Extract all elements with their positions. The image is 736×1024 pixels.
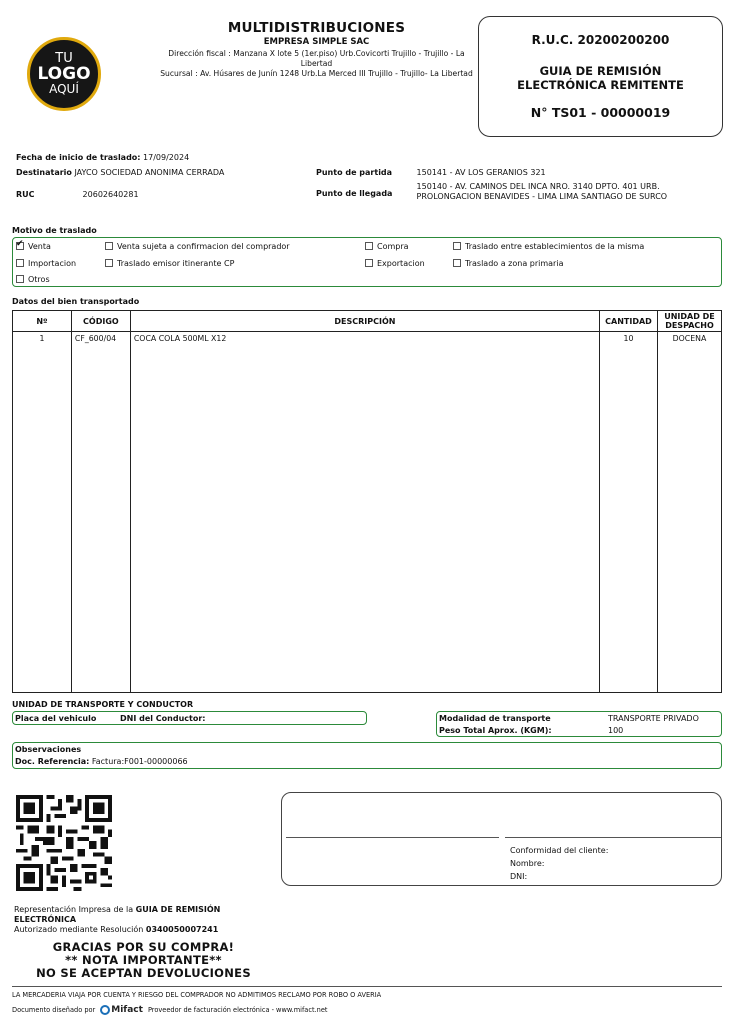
table-filler-row xyxy=(13,345,722,693)
document-title-1: GUIA DE REMISIÓN xyxy=(539,64,662,78)
recipient-name: JAYCO SOCIEDAD ANONIMA CERRADA xyxy=(74,168,225,177)
recipient-ruc-row xyxy=(16,189,139,200)
option-traslado-establecimientos[interactable] xyxy=(453,242,644,251)
document-title-2: ELECTRÓNICA REMITENTE xyxy=(517,78,684,92)
origin-row xyxy=(316,167,546,178)
observations-title: Observaciones xyxy=(15,745,82,754)
recipient-ruc: 20602640281 xyxy=(82,190,139,199)
company-logo xyxy=(27,37,101,111)
legal-text xyxy=(14,905,220,935)
option-label: Traslado a zona primaria xyxy=(465,259,564,268)
fiscal-address: Dirección fiscal : Manzana X lote 5 (1er.piso) Urb.Covicorti Trujillo - Trujillo - La Libertad xyxy=(168,49,465,68)
ruc-box xyxy=(478,16,723,137)
signature-box xyxy=(281,792,722,886)
signature-line-2 xyxy=(505,837,721,838)
origin-address: 150141 - AV LOS GERANIOS 321 xyxy=(416,168,546,177)
option-label: Venta xyxy=(28,242,51,251)
checkbox[interactable] xyxy=(105,242,113,250)
option-venta[interactable] xyxy=(16,242,51,251)
conformity-label: Conformidad del cliente: xyxy=(510,846,609,855)
option-venta-sujeta[interactable] xyxy=(105,242,290,251)
legal-line-1 xyxy=(14,905,220,915)
motive-title: Motivo de traslado xyxy=(12,226,97,235)
signer-name-label: Nombre: xyxy=(510,859,545,868)
filler-cell xyxy=(130,345,599,693)
destination-row xyxy=(316,182,667,202)
table-row xyxy=(13,332,722,346)
option-label: Exportacion xyxy=(377,259,425,268)
option-traslado-itinerante[interactable] xyxy=(105,259,234,268)
note-line: ** NOTA IMPORTANTE** xyxy=(65,953,222,967)
option-zona-primaria[interactable] xyxy=(453,259,563,268)
option-exportacion[interactable] xyxy=(365,259,425,268)
col-number: Nº xyxy=(13,311,72,332)
filler-cell xyxy=(13,345,72,693)
destination-line-1: 150140 - AV. CAMINOS DEL INCA NRO. 3140 DPTO. 401 URB. xyxy=(416,182,660,191)
weight-label: Peso Total Aprox. (KGM): xyxy=(439,726,552,735)
option-importacion[interactable] xyxy=(16,259,76,268)
col-quantity: CANTIDAD xyxy=(600,311,658,332)
signer-dni-label: DNI: xyxy=(510,872,528,881)
checkbox[interactable] xyxy=(16,275,24,283)
option-label: Traslado emisor itinerante CP xyxy=(117,259,235,268)
thanks-block xyxy=(16,941,271,980)
no-returns-line: NO SE ACEPTAN DEVOLUCIONES xyxy=(36,966,251,980)
col-description: DESCRIPCIÓN xyxy=(130,311,599,332)
observations-box xyxy=(12,742,722,769)
option-label: Compra xyxy=(377,242,409,251)
goods-title: Datos del bien transportado xyxy=(12,297,140,306)
col-unit-line-2: DESPACHO xyxy=(665,321,714,330)
reference-row xyxy=(15,756,188,767)
mifact-brand: Mifact xyxy=(111,1005,143,1015)
checkbox[interactable] xyxy=(453,242,461,250)
transfer-date-label: Fecha de inicio de traslado: xyxy=(16,153,141,162)
logo-line-2: LOGO xyxy=(37,63,91,84)
mifact-icon xyxy=(100,1005,110,1015)
legal-line-3a: Autorizado mediante Resolución xyxy=(14,925,146,934)
col-unit-line-1: UNIDAD DE xyxy=(664,312,715,321)
reference-value: Factura:F001-00000066 xyxy=(91,757,188,766)
option-otros[interactable] xyxy=(16,275,50,284)
footer-credits xyxy=(12,1005,327,1015)
legal-line-1a: Representación Impresa de la xyxy=(14,905,136,914)
option-label: Importacion xyxy=(28,259,77,268)
company-type: EMPRESA SIMPLE SAC xyxy=(263,37,370,47)
logo-line-1: TU xyxy=(55,50,73,66)
checkbox[interactable] xyxy=(453,259,461,267)
option-label: Otros xyxy=(28,275,50,284)
mode-value: TRANSPORTE PRIVADO xyxy=(608,714,699,723)
resolution-number: 0340050007241 xyxy=(145,925,219,934)
provider-text: Proveedor de facturación electrónica - www.mifact.net xyxy=(147,1006,328,1014)
ruc-label: RUC xyxy=(16,190,35,199)
checkbox[interactable] xyxy=(365,259,373,267)
option-label: Venta sujeta a confirmacion del comprador xyxy=(117,242,290,251)
cell-number: 1 xyxy=(13,332,72,346)
filler-cell xyxy=(71,345,130,693)
mode-label: Modalidad de transporte xyxy=(439,714,551,723)
cell-unit: DOCENA xyxy=(657,332,721,346)
goods-table xyxy=(12,310,722,693)
transport-mode-box xyxy=(436,711,722,737)
footer-disclaimer: LA MERCADERIA VIAJA POR CUENTA Y RIESGO DEL COMPRADOR NO ADMITIMOS RECLAMO POR ROBO O AVERIA xyxy=(12,991,382,999)
designed-by: Documento diseñado por xyxy=(12,1006,96,1014)
checkbox[interactable] xyxy=(365,242,373,250)
recipient-label: Destinatario xyxy=(16,168,72,177)
logo-line-3: AQUÍ xyxy=(49,82,79,97)
branch-address: Sucursal : Av. Húsares de Junín 1248 Urb.La Merced III Trujillo - Trujillo- La Libertad xyxy=(160,69,473,78)
option-compra[interactable] xyxy=(365,242,409,251)
legal-line-2: ELECTRÓNICA xyxy=(14,915,77,924)
footer-divider xyxy=(12,986,722,987)
option-label: Traslado entre establecimientos de la misma xyxy=(465,242,645,251)
mifact-logo xyxy=(100,1005,143,1015)
destination-address xyxy=(417,182,668,202)
company-header xyxy=(150,20,483,79)
table-header xyxy=(13,311,722,332)
cell-code: CF_600/04 xyxy=(71,332,130,346)
transfer-date: 17/09/2024 xyxy=(143,153,190,162)
weight-value: 100 xyxy=(608,726,624,735)
recipient-row xyxy=(16,167,224,178)
legal-line-3 xyxy=(14,925,220,935)
destination-line-2: PROLONGACION BENAVIDES - LIMA LIMA SANTIAGO DE SURCO xyxy=(416,192,668,201)
driver-label: DNI del Conductor: xyxy=(120,714,206,723)
company-name: MULTIDISTRIBUCIONES xyxy=(227,20,406,36)
origin-label: Punto de partida xyxy=(316,168,393,177)
document-number: N° TS01 - 00000019 xyxy=(530,105,671,120)
thanks-line: GRACIAS POR SU COMPRA! xyxy=(52,940,235,954)
checkbox[interactable] xyxy=(16,259,24,267)
col-unit xyxy=(657,311,721,332)
transport-title: UNIDAD DE TRANSPORTE Y CONDUCTOR xyxy=(12,700,194,709)
cell-quantity: 10 xyxy=(600,332,658,346)
transfer-date-row xyxy=(16,152,189,163)
reference-label: Doc. Referencia: xyxy=(15,757,90,766)
legal-line-1b: GUIA DE REMISIÓN xyxy=(135,905,221,914)
qr-code xyxy=(16,795,112,891)
vehicle-box xyxy=(12,711,367,725)
checkbox-checked[interactable] xyxy=(16,242,24,250)
signature-line-1 xyxy=(286,837,499,838)
ruc-number: R.U.C. 20200200200 xyxy=(531,33,670,47)
cell-description: COCA COLA 500ML X12 xyxy=(130,332,599,346)
checkbox[interactable] xyxy=(105,259,113,267)
filler-cell xyxy=(600,345,658,693)
filler-cell xyxy=(657,345,721,693)
destination-label: Punto de llegada xyxy=(316,189,393,198)
plate-label: Placa del vehiculo xyxy=(15,714,97,723)
col-code: CÓDIGO xyxy=(71,311,130,332)
